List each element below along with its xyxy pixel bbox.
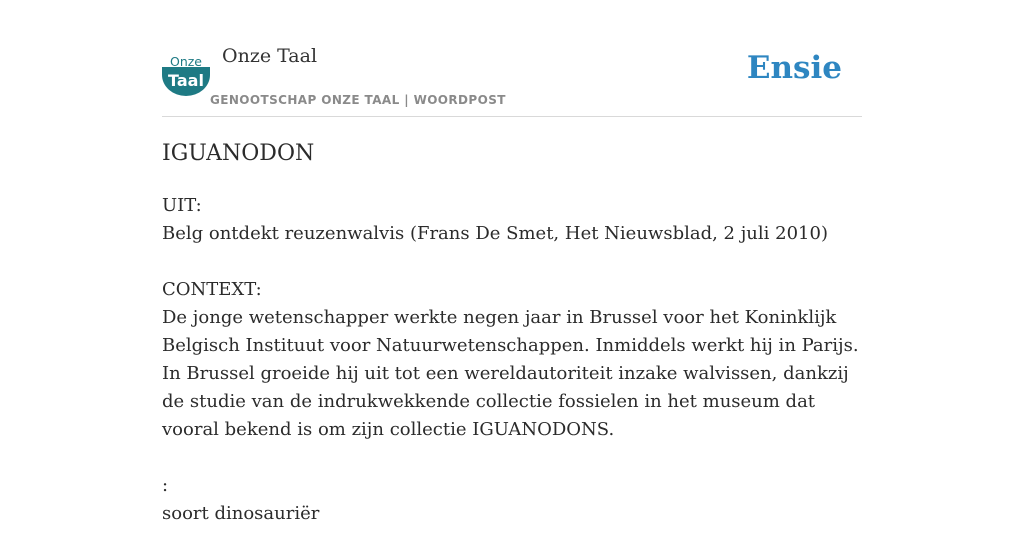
source-label: UIT: [162, 195, 202, 216]
header [162, 0, 862, 117]
ensie-brand-logo[interactable]: Ensie [746, 50, 842, 86]
onze-taal-logo-icon[interactable] [162, 53, 210, 96]
source-block [162, 192, 862, 248]
source-text: Belg ontdekt reuzenwalvis (Frans De Smet, Het Nieuwsblad, 2 juli 2010) [162, 223, 828, 244]
entry-title: IGUANODON [162, 141, 315, 166]
logo-text-taal: Taal [168, 71, 204, 90]
site-subtitle: GENOOTSCHAP ONZE TAAL | WOORDPOST [210, 93, 506, 107]
context-label: CONTEXT: [162, 279, 262, 300]
definition-block [162, 472, 862, 528]
logo-text-onze: Onze [169, 54, 203, 69]
context-block [162, 276, 862, 444]
entry-content [162, 138, 862, 556]
definition-text: soort dinosauriër [162, 503, 320, 524]
site-name[interactable]: Onze Taal [222, 45, 318, 67]
definition-label: : [162, 475, 169, 496]
context-text: De jonge wetenschapper werkte negen jaar in Brussel voor het Koninklijk Belgisch Instituut voor Natuurwetenschappen. Inmiddels werkt hij in Parijs. In Brussel groeide hij uit tot een wereldautoriteit inzake walvissen, dankzij de studie van de indrukwekkende collectie fossielen in het museum dat vooral bekend is om zijn collectie IGUANODONS. [162, 307, 859, 440]
